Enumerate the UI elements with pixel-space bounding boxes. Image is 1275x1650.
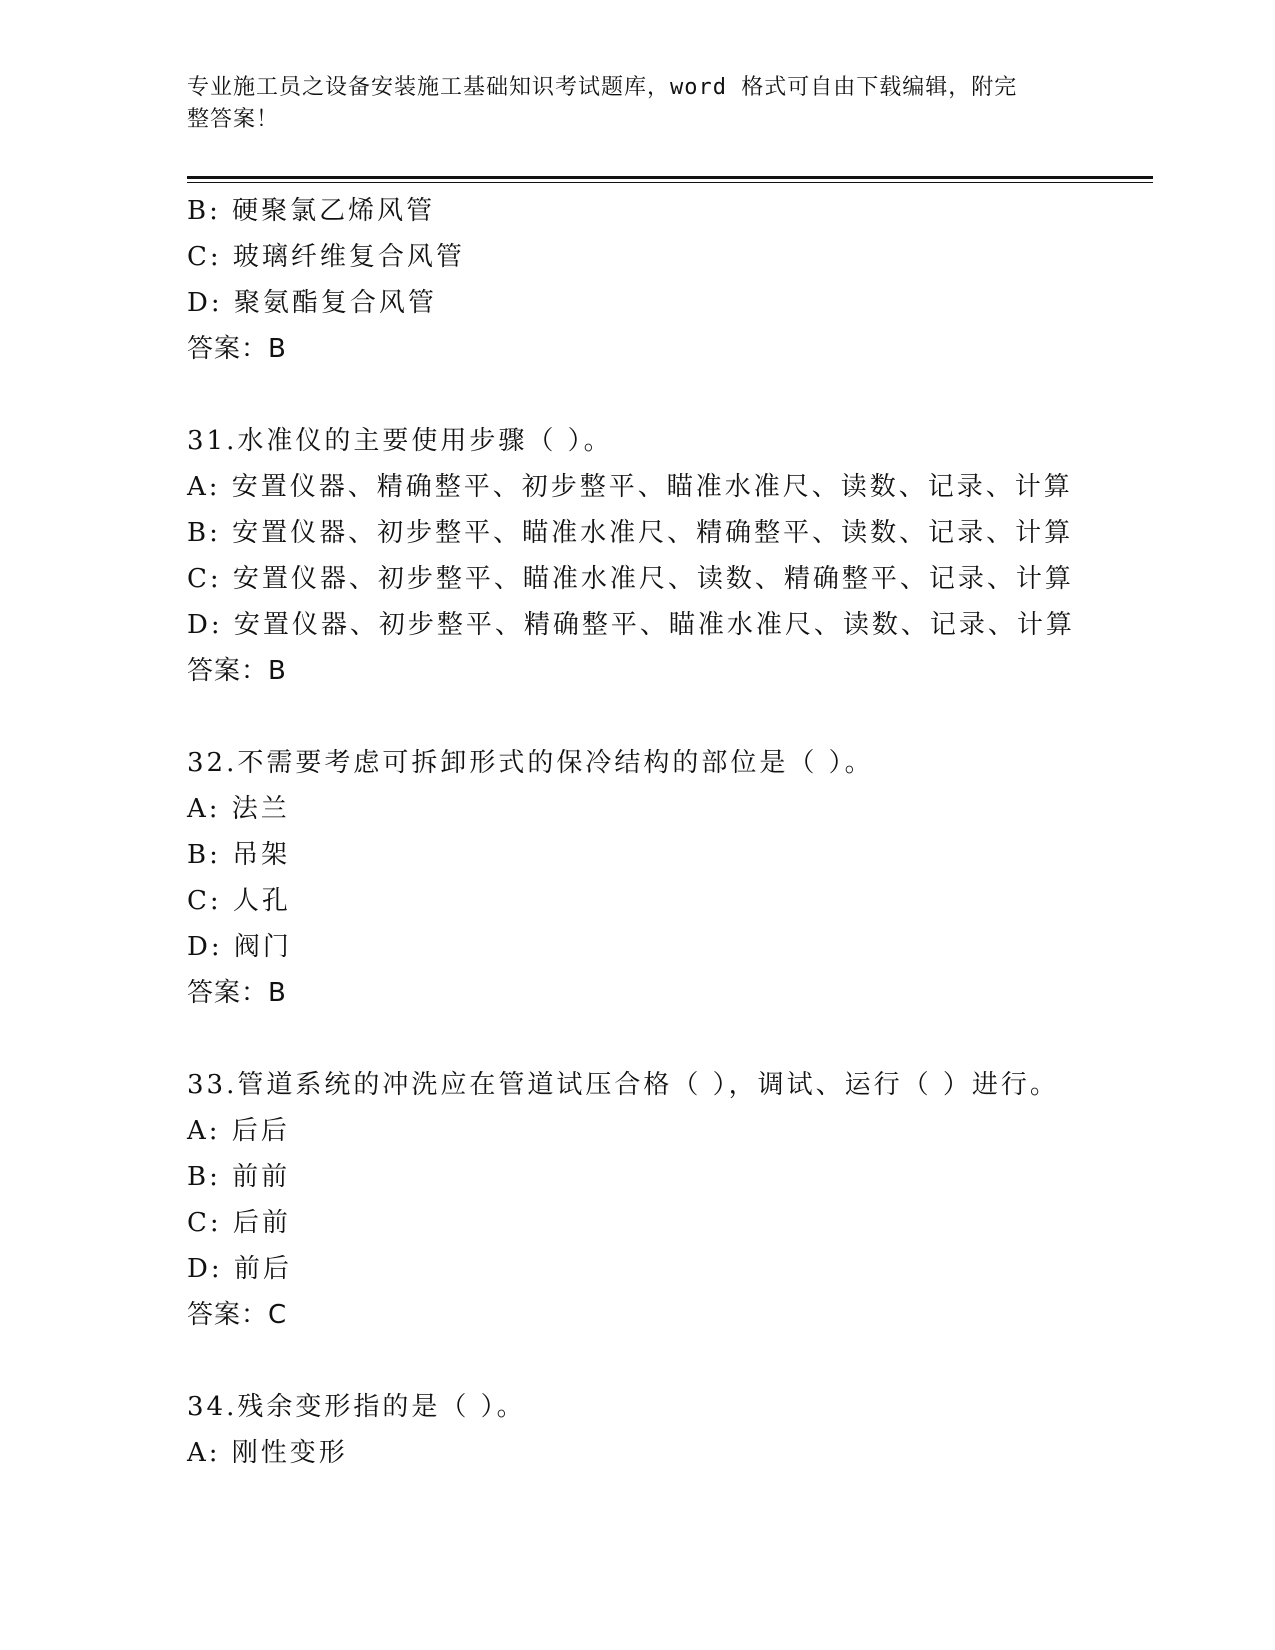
- question-block-34: [187, 1384, 1153, 1476]
- document-header: [187, 72, 1067, 136]
- option-b: B: 前前: [187, 1162, 291, 1192]
- header-divider-thin: [187, 182, 1153, 183]
- question-block-32: [187, 740, 1153, 1016]
- header-line-2: 整答案！: [187, 107, 280, 132]
- question-block-33: [187, 1062, 1153, 1338]
- question-text: 31.水准仪的主要使用步骤（ ）。: [187, 426, 613, 456]
- option-a: A: 后后: [187, 1116, 290, 1146]
- question-text: 33.管道系统的冲洗应在管道试压合格（ ），调试、运行（ ）进行。: [187, 1070, 1059, 1100]
- answer-line: 答案：B: [187, 334, 287, 364]
- option-a: A: 刚性变形: [187, 1438, 348, 1468]
- option-b: B: 吊架: [187, 840, 291, 870]
- spacer: [187, 1338, 1153, 1384]
- option-c: C: 人孔: [187, 886, 291, 916]
- question-text: 32.不需要考虑可拆卸形式的保冷结构的部位是（ ）。: [187, 748, 874, 778]
- spacer: [187, 372, 1153, 418]
- answer-line: 答案：C: [187, 1300, 288, 1330]
- option-d: D: 安置仪器、初步整平、精确整平、瞄准水准尺、读数、记录、计算: [187, 610, 1075, 640]
- option-b: B: 安置仪器、初步整平、瞄准水准尺、精确整平、读数、记录、计算: [187, 518, 1074, 548]
- question-list: [187, 188, 1153, 1476]
- header-divider-thick: [187, 176, 1153, 179]
- option-a: A: 法兰: [187, 794, 290, 824]
- option-c: C: 玻璃纤维复合风管: [187, 242, 465, 272]
- question-block-30: [187, 188, 1153, 372]
- question-text: 34.残余变形指的是（ ）。: [187, 1392, 526, 1422]
- spacer: [187, 694, 1153, 740]
- option-d: D: 前后: [187, 1254, 292, 1284]
- header-line-1: 专业施工员之设备安装施工基础知识考试题库，word 格式可自由下载编辑，附完: [187, 75, 1018, 100]
- option-c: C: 后前: [187, 1208, 291, 1238]
- option-c: C: 安置仪器、初步整平、瞄准水准尺、读数、精确整平、记录、计算: [187, 564, 1074, 594]
- question-block-31: [187, 418, 1153, 694]
- option-a: A: 安置仪器、精确整平、初步整平、瞄准水准尺、读数、记录、计算: [187, 472, 1073, 502]
- option-d: D: 阀门: [187, 932, 292, 962]
- answer-line: 答案：B: [187, 656, 287, 686]
- option-b: B: 硬聚氯乙烯风管: [187, 196, 436, 226]
- answer-line: 答案：B: [187, 978, 287, 1008]
- spacer: [187, 1016, 1153, 1062]
- option-d: D: 聚氨酯复合风管: [187, 288, 437, 318]
